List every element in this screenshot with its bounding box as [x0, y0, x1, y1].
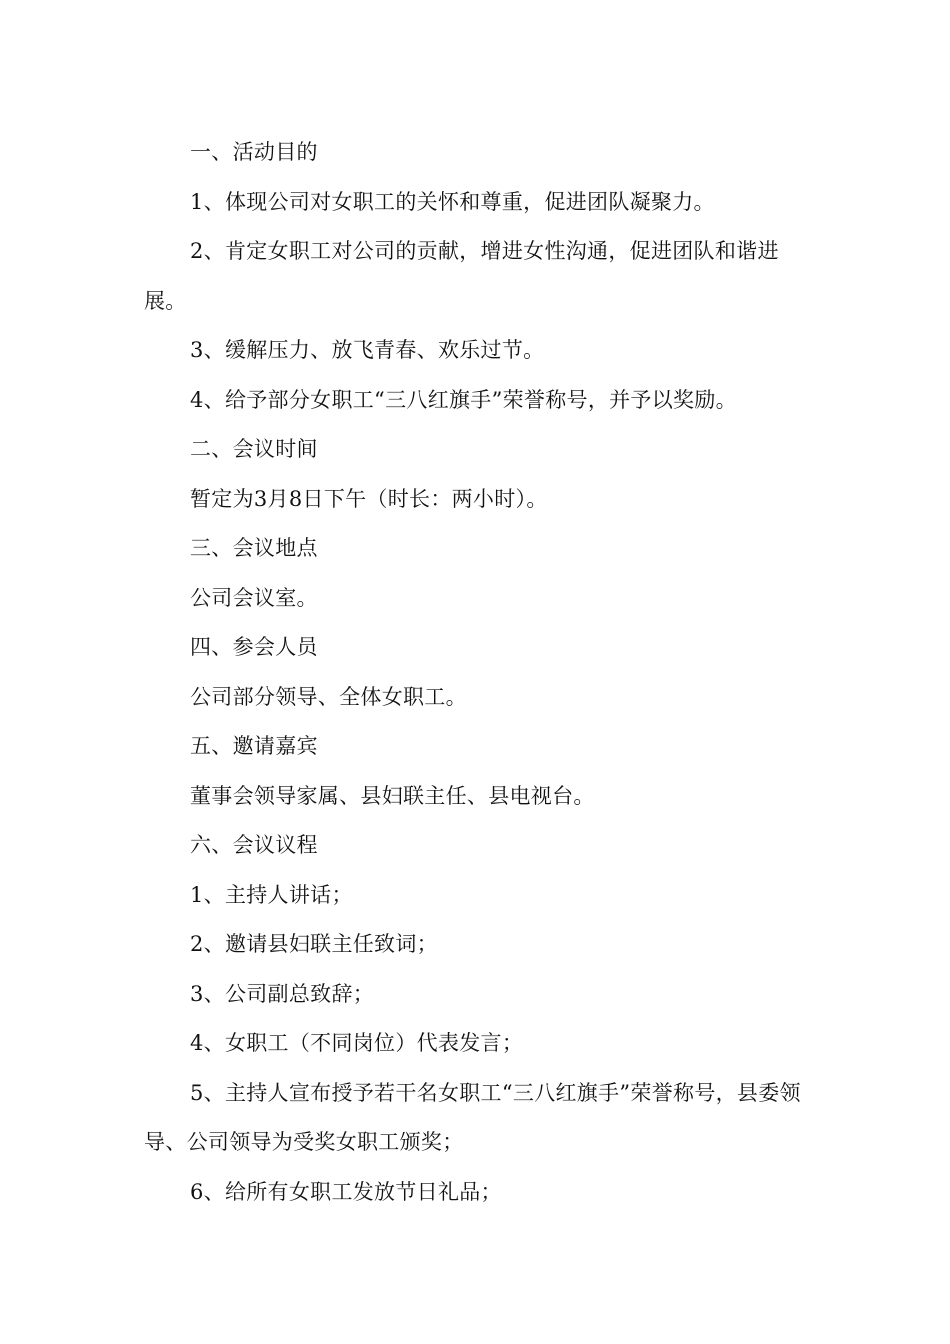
attendees-text: 公司部分领导、全体女职工。 [190, 684, 467, 709]
purpose-item-2: 2、肯定女职工对公司的贡献，增进女性沟通，促进团队和谐进展。 [144, 239, 779, 313]
section-heading-purpose: 一、活动目的 [190, 140, 318, 164]
section-heading-time: 二、会议时间 [190, 437, 318, 461]
section-heading-guests: 五、邀请嘉宾 [190, 734, 318, 758]
agenda-item-4: 4、女职工（不同岗位）代表发言； [190, 1031, 524, 1055]
agenda-item-3: 3、公司副总致辞； [190, 981, 375, 1006]
section-heading-agenda: 六、会议议程 [190, 833, 318, 857]
section-heading-attendees: 四、参会人员 [190, 635, 318, 659]
guests-text: 董事会领导家属、县妇联主任、县电视台。 [190, 783, 595, 808]
section-heading-location: 三、会议地点 [190, 536, 318, 560]
document-body [144, 128, 808, 1217]
meeting-location-text: 公司会议室。 [190, 585, 318, 610]
agenda-item-6: 6、给所有女职工发放节日礼品； [190, 1179, 502, 1204]
purpose-item-3: 3、缓解压力、放飞青春、欢乐过节。 [190, 338, 545, 362]
agenda-item-5: 5、主持人宣布授予若干名女职工“三八红旗手”荣誉称号，县委领导、公司领导为受奖女职工颁奖； [144, 1080, 801, 1154]
purpose-item-1: 1、体现公司对女职工的关怀和尊重，促进团队凝聚力。 [190, 189, 715, 214]
agenda-item-1: 1、主持人讲话； [190, 882, 353, 907]
purpose-item-4: 4、给予部分女职工“三八红旗手”荣誉称号，并予以奖励。 [190, 387, 737, 412]
meeting-time-text: 暂定为3月8日下午（时长：两小时）。 [190, 486, 548, 511]
agenda-item-2: 2、邀请县妇联主任致词； [190, 932, 438, 956]
